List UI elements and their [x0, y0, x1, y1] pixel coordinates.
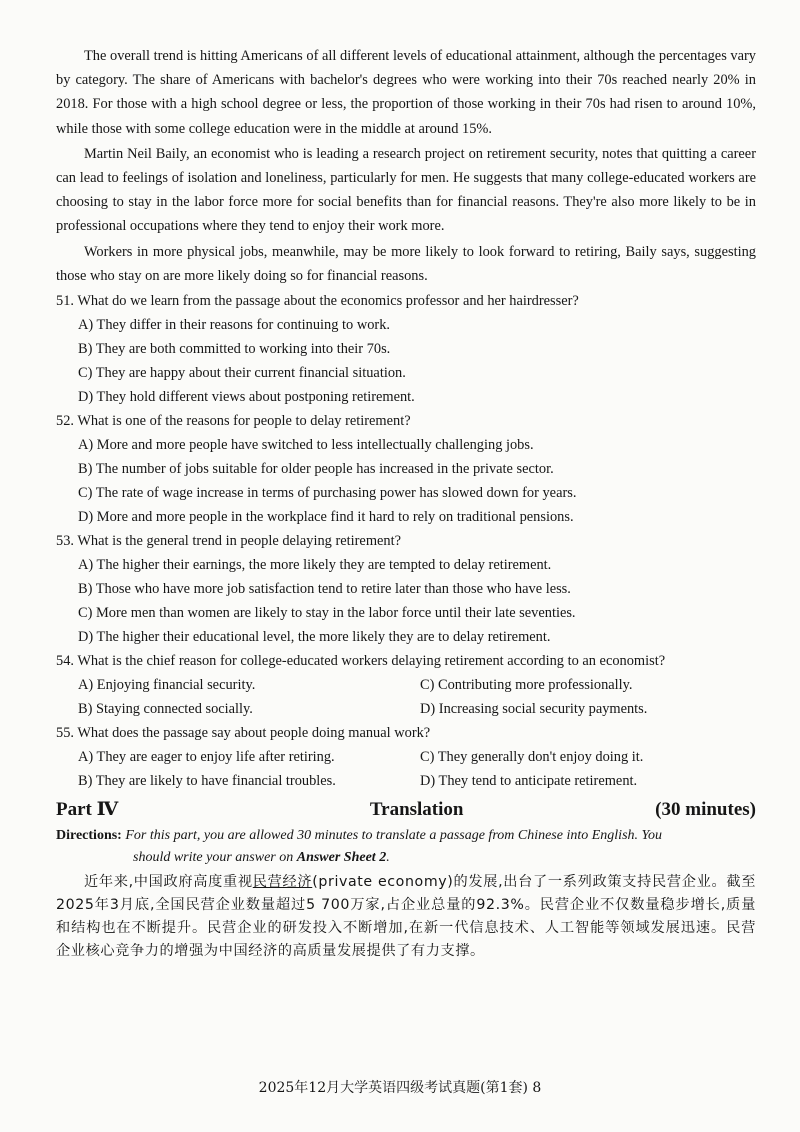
option-row — [56, 745, 756, 769]
exam-page — [56, 44, 756, 963]
translation-passage — [56, 871, 756, 963]
option-b: B) The number of jobs suitable for older people has increased in the private sector. — [78, 461, 554, 478]
option-c: C) They generally don't enjoy doing it. — [420, 749, 644, 766]
translation-term: 民营经济 — [252, 874, 313, 891]
page-footer: 2025年12月大学英语四级考试真题(第1套) 8 — [258, 1080, 542, 1096]
answer-sheet-ref: Answer Sheet 2 — [296, 850, 387, 866]
option-d: D) They tend to anticipate retirement. — [420, 773, 638, 790]
option-c: C) The rate of wage increase in terms of purchasing power has slowed down for years. — [78, 485, 577, 502]
option-a: A) More and more people have switched to less intellectually challenging jobs. — [78, 437, 534, 454]
passage-paragraph-1: The overall trend is hitting Americans of all different levels of educational attainment, although the percentages vary by category. The share of Americans with bachelor's degrees who were working into their 70s reached nearly 20% in 2018. For those with a high school degree or less, the proportion of those working in their 70s had risen to around 10%, while those with some college education were in the middle at around 15%. — [56, 48, 756, 137]
directions-text: For this part, you are allowed 30 minutes to translate a passage from Chinese into English. You — [125, 828, 663, 844]
option-a: A) They differ in their reasons for continuing to work. — [78, 317, 390, 334]
question-53 — [56, 529, 756, 649]
question-stem: 51. What do we learn from the passage about the economics professor and her hairdresser? — [56, 293, 579, 310]
passage-paragraph-2: Martin Neil Baily, an economist who is leading a research project on retirement security, notes that quitting a career can lead to feelings of isolation and loneliness, particularly for men. He suggests that many college-educated workers are choosing to stay in the labor force more for social benefits than for financial reasons. They're also more likely to be in professional occupations where they tend to enjoy their work more. — [56, 145, 756, 235]
option-a: A) They are eager to enjoy life after retiring. — [78, 749, 335, 766]
directions-period: . — [386, 850, 390, 866]
question-51 — [56, 289, 756, 409]
option-d: D) Increasing social security payments. — [420, 701, 648, 718]
directions-label: Directions: — [56, 828, 122, 844]
option-d: D) More and more people in the workplace find it hard to rely on traditional pensions. — [78, 509, 574, 526]
passage-paragraph-3: Workers in more physical jobs, meanwhile, may be more likely to look forward to retiring, Baily says, suggesting those who stay on are more likely doing so for financial reasons. — [56, 243, 756, 284]
option-d: D) The higher their educational level, the more likely they are to delay retirement. — [78, 629, 551, 646]
option-b: B) Those who have more job satisfaction tend to retire later than those who have less. — [78, 581, 571, 598]
translation-text-rest: (private economy)的发展,出台了一系列政策支持民营企业。截至2025年3月底,全国民营企业数量超过5 700万家,占企业总量的92.3%。民营企业不仅数量稳步增长,质量和结构也在不断提升。民营企业的研发投入不断增加,在新一代信息技术、人工智能等领域发展迅速。民营企业核心竞争力的增强为中国经济的高质量发展提供了有力支撑。 — [56, 874, 756, 960]
option-b: B) They are both committed to working into their 70s. — [78, 341, 391, 358]
part-label: Part Ⅳ — [56, 799, 119, 821]
part-header — [56, 795, 756, 825]
question-52 — [56, 409, 756, 529]
question-stem: 52. What is one of the reasons for people to delay retirement? — [56, 413, 411, 430]
directions — [56, 825, 756, 847]
question-stem: 55. What does the passage say about people doing manual work? — [56, 725, 431, 742]
part-title: Translation — [369, 799, 464, 821]
option-d: D) They hold different views about postponing retirement. — [78, 389, 415, 406]
part-time: (30 minutes) — [655, 799, 756, 821]
option-a: A) The higher their earnings, the more likely they are tempted to delay retirement. — [78, 557, 552, 574]
option-row — [56, 697, 756, 721]
option-a: A) Enjoying financial security. — [78, 677, 256, 694]
directions-text-2: should write your answer on — [133, 850, 297, 866]
question-54 — [56, 649, 756, 721]
question-stem: 54. What is the chief reason for college-educated workers delaying retirement according to an economist? — [56, 653, 666, 670]
option-b: B) Staying connected socially. — [78, 701, 253, 718]
translation-text-start: 近年来,中国政府高度重视 — [84, 874, 253, 891]
option-c: C) They are happy about their current financial situation. — [78, 365, 406, 382]
option-b: B) They are likely to have financial troubles. — [78, 773, 336, 790]
option-c: C) More men than women are likely to stay in the labor force until their late seventies. — [78, 605, 576, 622]
question-stem: 53. What is the general trend in people delaying retirement? — [56, 533, 401, 550]
question-55 — [56, 721, 756, 793]
option-row — [56, 769, 756, 793]
option-c: C) Contributing more professionally. — [420, 677, 633, 694]
directions-continued — [56, 847, 756, 869]
option-row — [56, 673, 756, 697]
